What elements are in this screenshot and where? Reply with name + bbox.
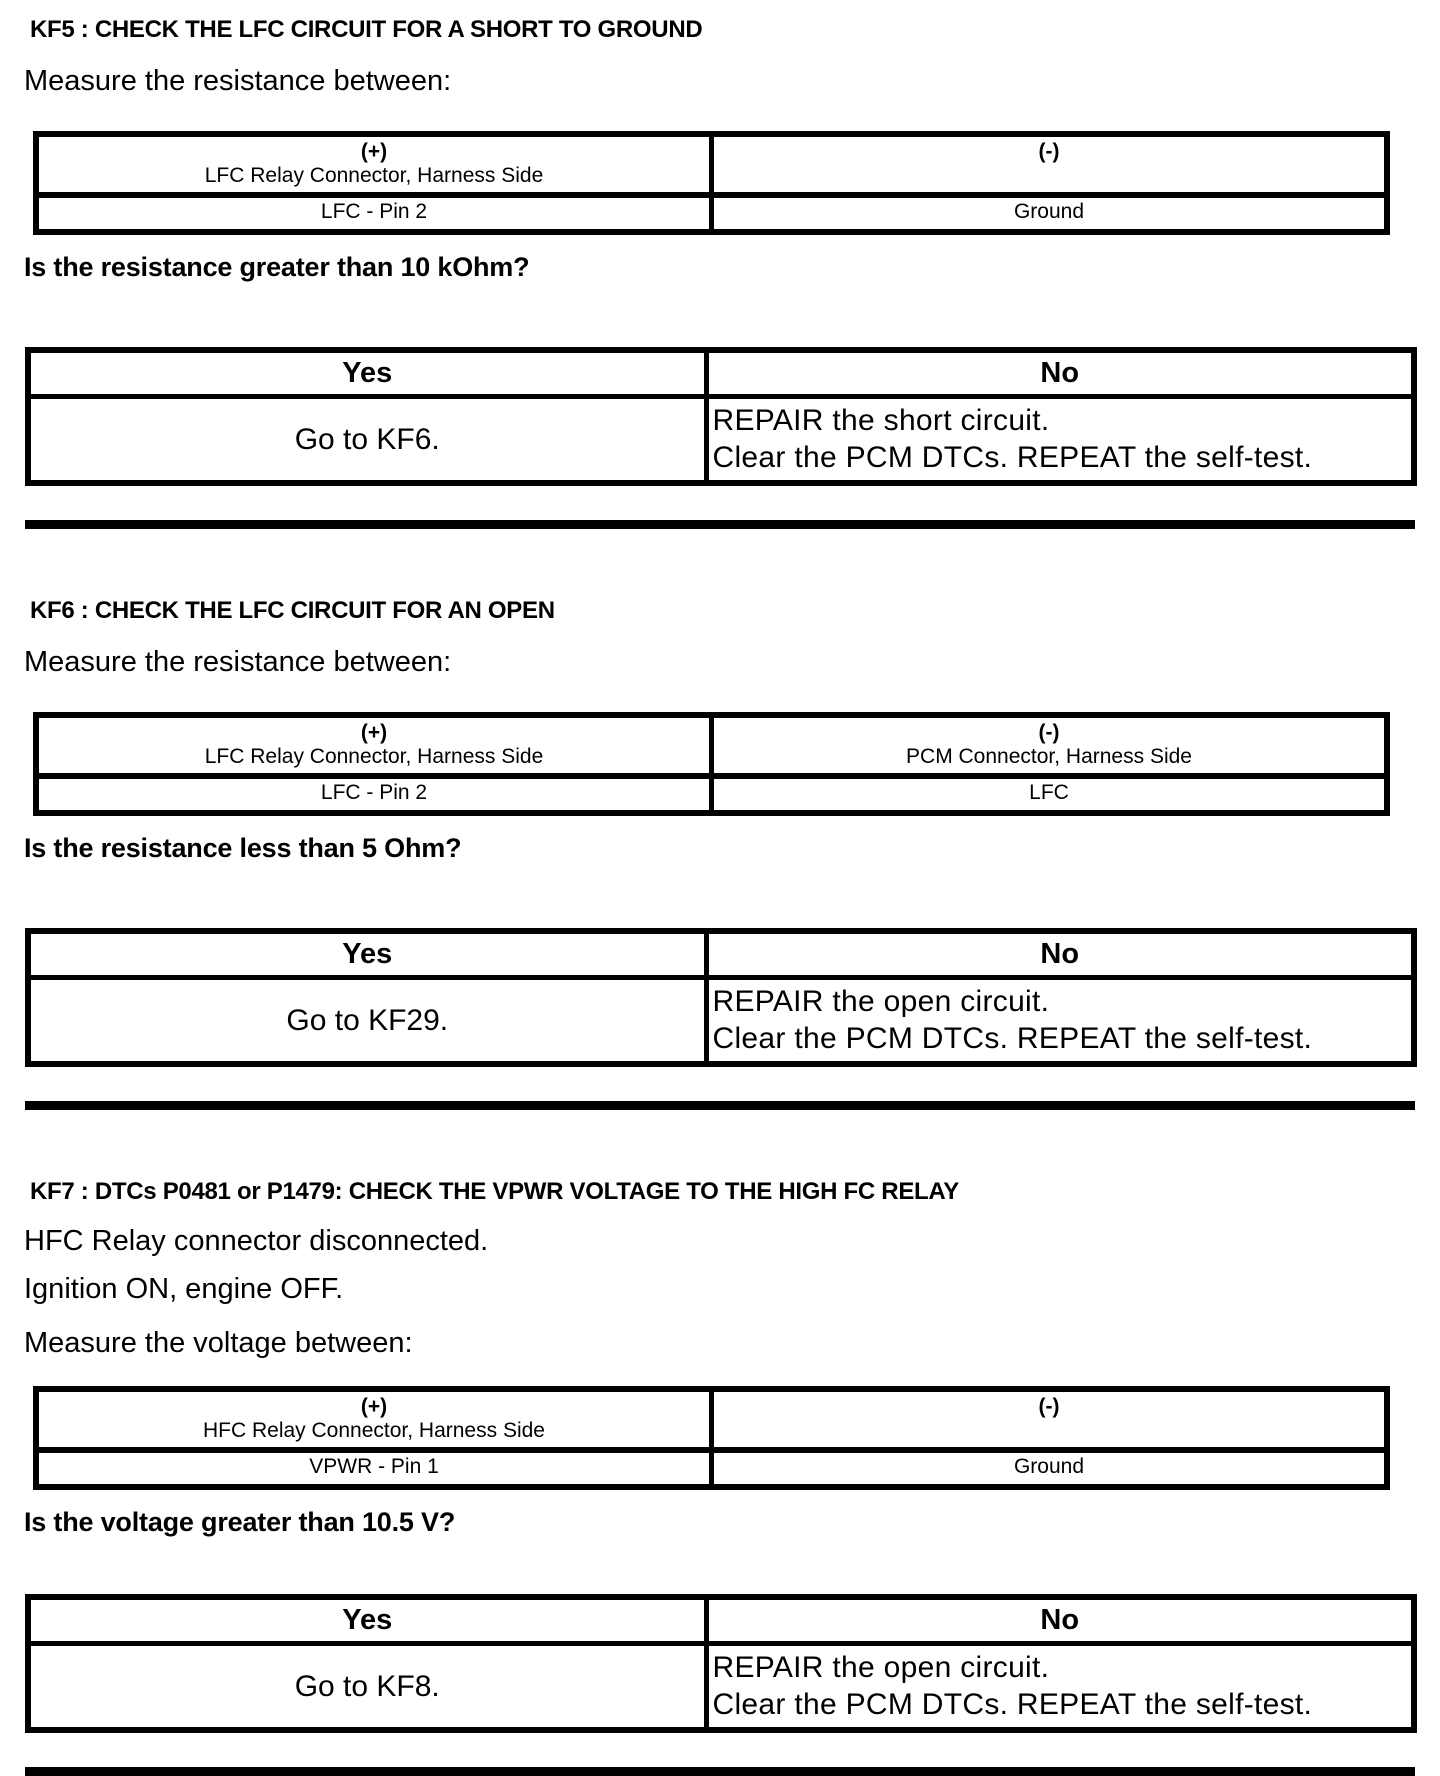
- no-action-cell: [706, 978, 1414, 1065]
- plus-sign: (+): [360, 721, 388, 744]
- plus-connector-label: HFC Relay Connector, Harness Side: [203, 1419, 545, 1442]
- result-table: [25, 347, 1417, 486]
- section-divider: [25, 1101, 1415, 1110]
- minus-sign: (-): [1038, 140, 1060, 163]
- yes-action-cell: Go to KF29.: [28, 978, 706, 1065]
- yes-action-cell: Go to KF6.: [28, 397, 706, 484]
- minus-point-cell: Ground: [712, 1450, 1388, 1487]
- measure-table: [33, 1386, 1390, 1490]
- question: Is the resistance greater than 10 kOhm?: [24, 252, 530, 282]
- minus-sign: (-): [1038, 1395, 1060, 1418]
- no-action-line: Clear the PCM DTCs. REPEAT the self-test.: [712, 1022, 1313, 1055]
- result-table: [25, 1594, 1417, 1733]
- plus-connector-label: LFC Relay Connector, Harness Side: [204, 164, 544, 187]
- measure-table: [33, 131, 1390, 235]
- minus-point-cell: LFC: [712, 776, 1388, 813]
- plus-header-cell: [36, 1389, 712, 1450]
- yes-header-cell: Yes: [28, 931, 706, 978]
- plus-point-cell: LFC - Pin 2: [36, 776, 712, 813]
- no-action-cell: [706, 397, 1414, 484]
- plus-point-cell: LFC - Pin 2: [36, 195, 712, 232]
- minus-sign: (-): [1038, 721, 1060, 744]
- yes-header-cell: Yes: [28, 1597, 706, 1644]
- section-kf5: [24, 16, 1416, 529]
- no-action-line: Clear the PCM DTCs. REPEAT the self-test.: [712, 441, 1313, 474]
- result-table: [25, 928, 1417, 1067]
- no-header-cell: No: [706, 931, 1414, 978]
- section-kf6: [24, 597, 1416, 1110]
- minus-header-cell: [712, 134, 1388, 195]
- pre-step: Ignition ON, engine OFF.: [24, 1273, 344, 1305]
- plus-header-cell: [36, 715, 712, 776]
- section-divider: [25, 520, 1415, 529]
- no-action-line: REPAIR the short circuit.: [712, 404, 1050, 437]
- yes-header-cell: Yes: [28, 350, 706, 397]
- no-header-cell: No: [706, 350, 1414, 397]
- question: Is the voltage greater than 10.5 V?: [24, 1507, 456, 1537]
- minus-connector-label: PCM Connector, Harness Side: [906, 745, 1192, 768]
- section-title: KF5 : CHECK THE LFC CIRCUIT FOR A SHORT TO GROUND: [30, 16, 703, 43]
- measure-table: [33, 712, 1390, 816]
- plus-sign: (+): [360, 1395, 388, 1418]
- no-header-cell: No: [706, 1597, 1414, 1644]
- section-title: KF7 : DTCs P0481 or P1479: CHECK THE VPWR VOLTAGE TO THE HIGH FC RELAY: [30, 1178, 959, 1205]
- plus-point-cell: VPWR - Pin 1: [36, 1450, 712, 1487]
- no-action-cell: [706, 1644, 1414, 1731]
- pre-step: HFC Relay connector disconnected.: [24, 1225, 489, 1257]
- minus-header-cell: [712, 1389, 1388, 1450]
- no-action-line: Clear the PCM DTCs. REPEAT the self-test.: [712, 1688, 1313, 1721]
- measure-intro: Measure the voltage between:: [24, 1327, 413, 1359]
- minus-connector-label: [718, 1419, 1380, 1443]
- question: Is the resistance less than 5 Ohm?: [24, 833, 462, 863]
- section-title: KF6 : CHECK THE LFC CIRCUIT FOR AN OPEN: [30, 597, 555, 624]
- no-action-line: REPAIR the open circuit.: [712, 1651, 1050, 1684]
- minus-point-cell: Ground: [712, 195, 1388, 232]
- plus-sign: (+): [360, 140, 388, 163]
- plus-header-cell: [36, 134, 712, 195]
- minus-header-cell: [712, 715, 1388, 776]
- no-action-line: REPAIR the open circuit.: [712, 985, 1050, 1018]
- minus-connector-label: [718, 164, 1380, 188]
- measure-intro: Measure the resistance between:: [24, 65, 452, 97]
- yes-action-cell: Go to KF8.: [28, 1644, 706, 1731]
- section-kf7: [24, 1178, 1416, 1776]
- measure-intro: Measure the resistance between:: [24, 646, 452, 678]
- plus-connector-label: LFC Relay Connector, Harness Side: [204, 745, 544, 768]
